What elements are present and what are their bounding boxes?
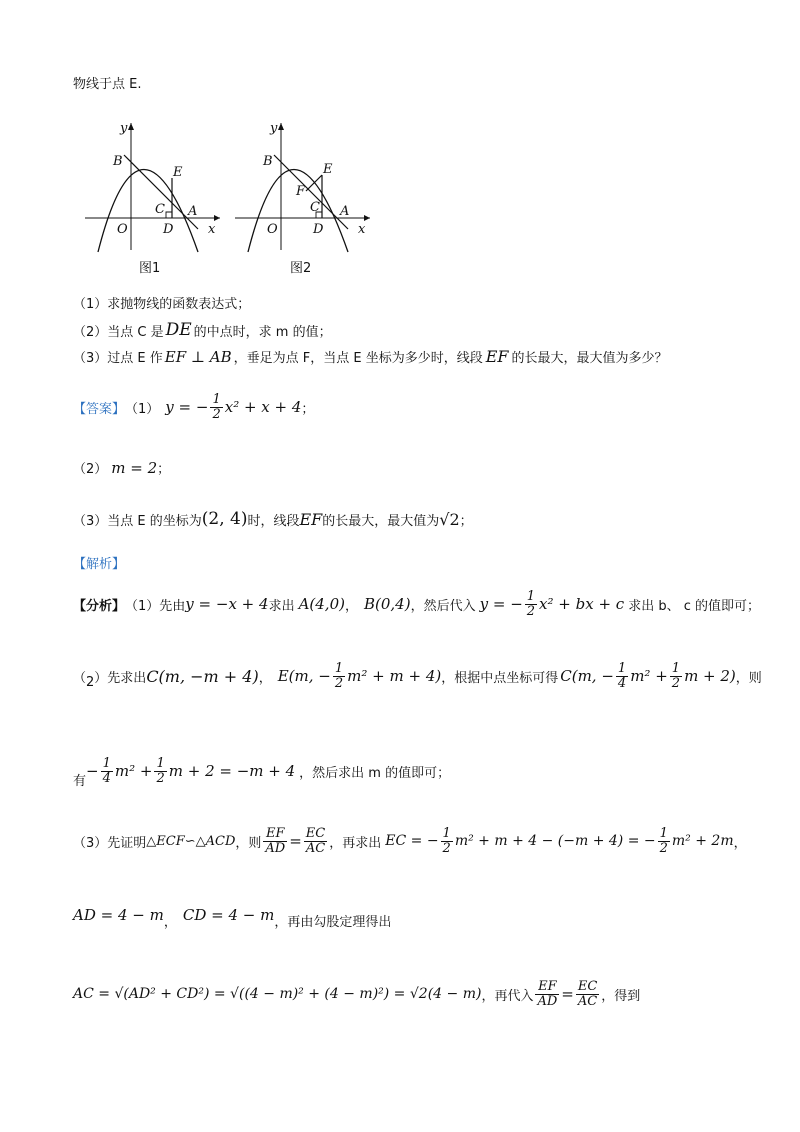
analysis-4-fraction-ec-2 — [658, 827, 670, 855]
point-e-pre: E(m, − — [277, 667, 331, 686]
analysis-6-a: ，再代入 — [481, 988, 534, 1004]
analysis-paragraph-5 — [73, 905, 392, 930]
answer-3-point: (2, 4) — [201, 509, 248, 529]
answer-1-eq-post: x² + x + 4 — [224, 398, 302, 417]
analysis-6-fraction-ef-ad — [535, 980, 559, 1008]
analysis-3-b: ，然后求出 m 的值即可； — [299, 765, 451, 781]
question-2 — [73, 320, 332, 340]
intro-line: 物线于点 E. — [73, 77, 142, 92]
analysis-paragraph-3 — [73, 756, 451, 789]
analysis-3-eq-post: m + 2 = −m + 4 — [168, 762, 296, 781]
point-a: A(4,0) — [298, 595, 345, 614]
analysis-1-fraction — [525, 590, 537, 618]
analysis-6-fraction-ec-ac — [576, 980, 599, 1008]
question-3-mid: ，垂足为点 F，当点 E 坐标为多少时，线段 — [233, 351, 483, 366]
label-c: C — [310, 200, 320, 215]
answer-3-end: ； — [459, 513, 473, 529]
label-e: E — [323, 162, 333, 177]
fraction-numerator: EC — [305, 826, 326, 841]
fraction-numerator: EF — [263, 827, 287, 842]
analysis-4-fraction-ef-ad — [263, 827, 287, 855]
answer-2-end: ； — [157, 462, 171, 477]
analysis-4-ec-pre: EC = − — [385, 833, 439, 850]
equals-sign: = — [289, 832, 302, 851]
y-axis-arrow-icon — [128, 123, 134, 130]
analysis-1-b: 求出 — [268, 598, 295, 614]
fraction-numerator: 1 — [334, 661, 344, 676]
label-e: E — [173, 165, 183, 180]
answer-1-eq-pre: y = − — [165, 398, 209, 417]
point-b: B(0,4) — [364, 595, 411, 614]
analysis-4-a: （3）先证明 — [73, 835, 147, 851]
answer-1-label: （1） — [125, 401, 160, 417]
answer-2-label: （2） — [73, 462, 108, 477]
analysis-4-fraction-ec-ac — [304, 827, 327, 855]
y-axis-arrow-icon — [278, 123, 284, 130]
fraction-denominator: 4 — [102, 770, 111, 786]
figure-2 — [230, 115, 380, 255]
question-2-segment: DE — [165, 320, 192, 340]
analysis-2-number: 2 — [86, 674, 95, 690]
label-b: B — [113, 154, 123, 169]
parabola — [248, 170, 348, 253]
fraction-denominator: 2 — [156, 770, 165, 786]
point-e-post: m² + m + 4) — [347, 667, 442, 686]
label-o: O — [117, 222, 128, 237]
fraction-numerator: 1 — [671, 661, 681, 676]
analysis-6-b: ，得到 — [601, 988, 641, 1004]
fraction-numerator: 1 — [617, 661, 627, 676]
answer-2 — [73, 458, 170, 477]
answer-3-segment: EF — [299, 509, 323, 529]
answer-1-fraction — [210, 393, 222, 421]
analysis-2-fraction-c2 — [670, 662, 682, 690]
analysis-5-a: ， — [163, 915, 177, 930]
analysis-3-eq-mid: m² + — [114, 762, 153, 781]
analysis-2-fraction-c1 — [616, 662, 628, 690]
analysis-1-eq-post: x² + bx + c — [539, 595, 625, 614]
answer-3 — [73, 509, 473, 529]
answer-3-mid: 时，线段 — [247, 513, 300, 529]
fraction-denominator: 2 — [659, 840, 668, 856]
analysis-1-a: （1）先由 — [125, 598, 186, 614]
analysis-2-c: ， — [258, 670, 272, 686]
analysis-4-b: ，则 — [235, 835, 262, 851]
analysis-2-fraction-e — [333, 662, 345, 690]
x-axis-arrow-icon — [214, 215, 220, 221]
analysis-3-fraction-2 — [154, 757, 166, 785]
parabola — [98, 170, 198, 253]
right-angle-mark — [166, 212, 172, 218]
fraction-denominator: 2 — [442, 840, 451, 856]
label-d: D — [163, 222, 174, 237]
ac-expression: AC = √(AD² + CD²) = √((4 − m)² + (4 − m)²) = √2(4 − m) — [73, 986, 482, 1003]
analysis-paragraph-1 — [73, 590, 760, 618]
answer-1 — [73, 393, 314, 421]
point-c2-mid: m² + — [630, 667, 668, 686]
analysis-4-c: ，再求出 — [329, 835, 382, 851]
analysis-1-d: ，然后代入 — [410, 598, 476, 614]
analysis-4-ec-mid: m² + m + 4 − (−m + 4) = − — [454, 833, 656, 850]
analysis-3-a: 有 — [73, 773, 87, 789]
cd-expression: CD = 4 − m — [182, 905, 275, 924]
analysis-2-d: ，根据中点坐标可得 — [441, 670, 559, 686]
label-a: A — [340, 204, 350, 219]
fraction-numerator: 1 — [442, 826, 451, 841]
label-a: A — [188, 204, 198, 219]
label-x: x — [208, 222, 216, 237]
label-b: B — [263, 154, 273, 169]
analysis-1-eq-pre: y = − — [479, 595, 523, 614]
fraction-denominator: 2 — [671, 675, 681, 691]
fraction-denominator: 2 — [334, 675, 344, 691]
answer-3-value: √2 — [439, 509, 460, 529]
point-c2-pre: C(m, − — [560, 667, 614, 686]
analysis-1-f: 求出 b、 c 的值即可； — [628, 598, 760, 614]
fraction-numerator: 1 — [156, 756, 165, 771]
analysis-label: 【分析】 — [73, 598, 126, 614]
analysis-2-open: （ — [73, 670, 87, 686]
fraction-numerator: 1 — [526, 589, 536, 604]
analysis-paragraph-2 — [73, 662, 762, 690]
answer-1-end: ； — [301, 401, 315, 417]
analysis-4-fraction-ec-1 — [441, 827, 453, 855]
label-f: F — [296, 184, 306, 199]
answer-3-pre: （3）当点 E 的坐标为 — [73, 513, 202, 529]
fraction-numerator: EF — [535, 980, 559, 995]
similar-triangles: △ECF∽△ACD — [146, 833, 236, 849]
figure-1-caption: 图1 — [139, 261, 161, 276]
figure-2-caption: 图2 — [290, 261, 312, 276]
analysis-paragraph-4 — [73, 827, 747, 855]
analysis-paragraph-6 — [73, 980, 640, 1008]
answer-tag: 【答案】 — [73, 401, 126, 417]
question-3-math: EF ⊥ AB — [164, 347, 232, 366]
analysis-2-e: ，则 — [735, 670, 762, 686]
point-c: C(m, −m + 4) — [146, 666, 259, 686]
analysis-4-ec-post: m² + 2m — [671, 833, 734, 850]
label-c: C — [155, 202, 165, 217]
answer-3-mid2: 的长最大，最大值为 — [322, 513, 440, 529]
fraction-numerator: 1 — [659, 826, 668, 841]
analysis-2-b: ）先求出 — [94, 670, 147, 686]
fraction-denominator: AC — [305, 840, 326, 856]
fraction-numerator: EC — [577, 979, 598, 994]
analysis-3-eq-pre: − — [86, 762, 99, 781]
point-c2-post: m + 2) — [684, 667, 736, 686]
label-d: D — [313, 222, 324, 237]
label-o: O — [267, 222, 278, 237]
analysis-5-b: ，再由勾股定理得出 — [274, 915, 392, 930]
fraction-denominator: 2 — [526, 603, 536, 619]
label-y: y — [270, 121, 278, 136]
label-x: x — [358, 222, 366, 237]
question-3-segment: EF — [485, 347, 509, 366]
question-3-pre: （3）过点 E 作 — [73, 351, 163, 366]
fraction-denominator: AD — [537, 993, 558, 1009]
fraction-denominator: 4 — [617, 675, 627, 691]
question-3 — [73, 347, 668, 366]
fraction-denominator: AD — [265, 840, 286, 856]
analysis-4-d: ， — [733, 835, 747, 851]
analysis-3-fraction-1 — [101, 757, 113, 785]
label-y: y — [120, 121, 128, 136]
fraction-numerator: 1 — [102, 756, 111, 771]
x-axis-arrow-icon — [364, 215, 370, 221]
answer-2-math: m = 2 — [111, 458, 158, 477]
analysis-tag: 【解析】 — [73, 557, 126, 572]
figure-1 — [80, 115, 230, 255]
question-3-post: 的长最大，最大值为多少？ — [511, 351, 668, 366]
analysis-1-line-eq: y = −x + 4 — [185, 595, 269, 614]
question-1: （1）求抛物线的函数表达式； — [73, 297, 251, 312]
fraction-denominator: 2 — [212, 406, 221, 422]
equals-sign: = — [561, 985, 574, 1004]
fraction-denominator: AC — [577, 993, 598, 1009]
analysis-1-c: ， — [344, 598, 358, 614]
question-2-post: 的中点时，求 m 的值； — [193, 324, 332, 340]
fraction-numerator: 1 — [212, 392, 221, 407]
question-2-pre: （2）当点 C 是 — [73, 324, 164, 340]
ad-expression: AD = 4 − m — [73, 905, 164, 924]
